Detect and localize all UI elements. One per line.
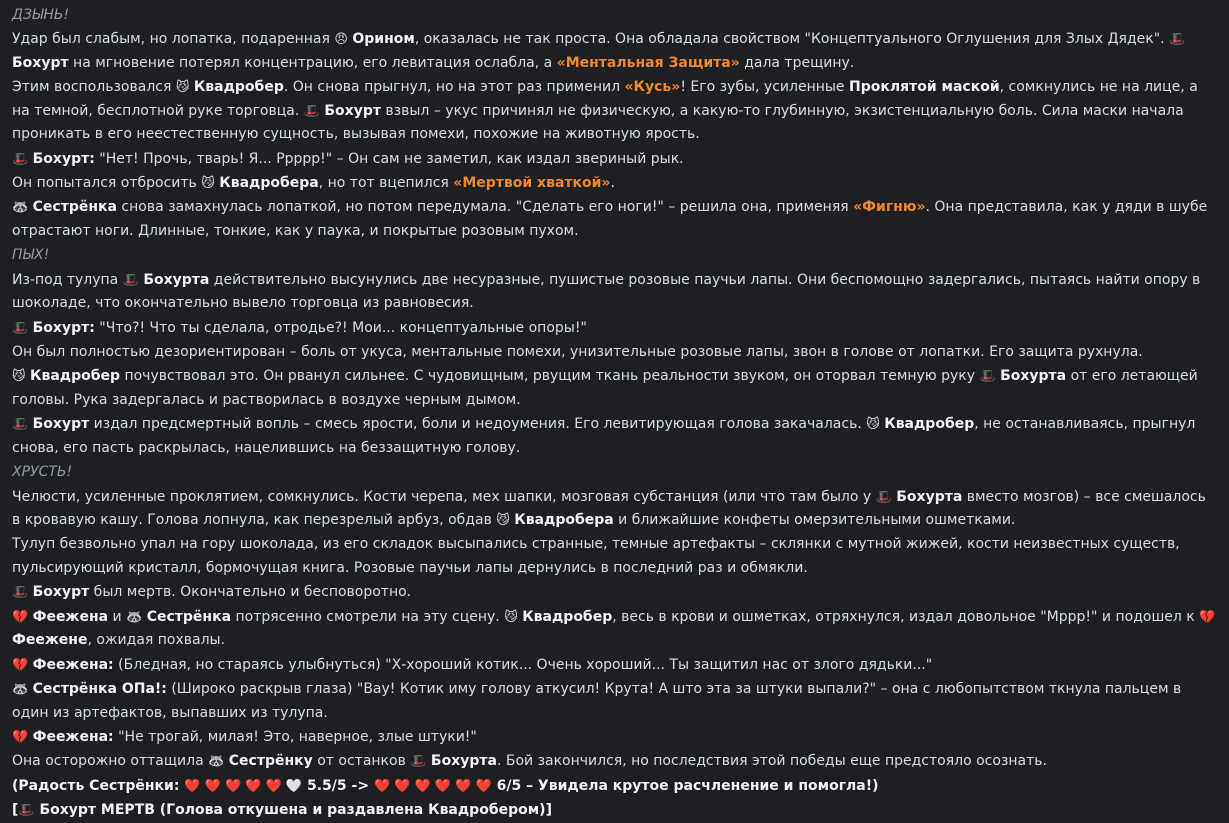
text: Удар был слабым, но лопатка, подаренная [12,31,335,48]
character-name: Сестрёнка [146,608,232,625]
top-hat-icon: 🎩 [875,489,892,505]
raccoon-icon: 🦝 [208,754,225,770]
text: "Что?! Что ты сделала, отродье?! Мои... концептуальные опоры!" [94,319,587,336]
text: снова замахнулась лопаткой, но потом передумала. "Сделать его ноги!" – решила она, применяя [116,199,854,216]
character-name: Бохурт [32,416,90,433]
text: Он попытался отбросить [12,175,202,192]
raccoon-icon: 🦝 [12,200,29,216]
cat-icon: 😼 [496,513,510,529]
broken-heart-icon: 💔 [1199,609,1216,625]
raccoon-icon: 🦝 [12,682,29,698]
character-name: Квадробер [193,79,284,96]
character-name: Бохурта [143,271,210,288]
angry-face-icon: 😠 [334,32,348,48]
cat-icon: 😼 [201,176,215,192]
top-hat-icon: 🎩 [12,151,29,167]
message-paragraph [12,486,1217,533]
character-name: Феежена: [32,728,114,745]
character-name: Сестрёнка [32,199,117,216]
text: вместо мозгов) – все смешалось в кровавую кашу. Голова лопнула, как перезрелый арбуз, обдав [12,488,1206,529]
joy-from: 5.5/5 -> [302,777,374,794]
top-hat-icon: 🎩 [410,754,427,770]
bracket-open: [ [12,802,19,819]
text: . Бой закончился, но последствия этой победы еще предстояло осознать. [496,753,1047,770]
sound-effect: ХРУСТЬ! [12,464,73,481]
message-paragraph [12,269,1217,316]
character-name: Квадробера [514,512,614,529]
text: . Он снова прыгнул, но на этот раз применил [283,79,625,96]
death-text: Бохурт МЕРТВ (Голова откушена и раздавлена Квадробером)] [34,802,552,819]
text: Из-под тулупа [12,271,123,288]
text: , сомкнулись не на лице, а на темной, бесплотной руке торговца. [12,79,1198,119]
text: (Бледная, но стараясь улыбнуться) "Х-хороший котик... Очень хороший... Ты защитил нас от злого дядьки..." [113,656,933,673]
heart-rating-after: ❤️ ❤️ ❤️ ❤️ ❤️ ❤️ [373,778,492,794]
text: . Она представила, как у дяди в шубе отрастают ноги. Длинные, тонкие, как у паука, и покрытые розовым пухом. [12,199,1208,239]
character-name: Бохурт [12,54,69,71]
message-paragraph [12,750,1217,774]
top-hat-icon: 🎩 [1169,32,1186,48]
raccoon-icon: 🦝 [126,609,143,625]
text: Она осторожно оттащила [12,753,209,770]
character-name: Феежене [12,632,88,649]
text: , оказалась не так проста. Она обладала свойством "Концептуального Оглушения для Злых Дядек". [414,31,1170,48]
message-paragraph [12,196,1217,243]
character-name: Квадробер [522,608,613,625]
message-paragraph [12,317,1217,341]
character-name: Бохурт: [32,319,95,336]
ability-name: «Ментальная Защита» [556,54,740,71]
sound-effect: ДЗЫНЬ! [12,7,70,23]
text: "Не трогай, милая! Это, наверное, злые штуки!" [113,728,477,745]
top-hat-icon: 🎩 [122,272,139,288]
text: (Широко раскрыв глаза) "Вау! Котик иму голову аткусил! Крута! А што эта за штуки выпали?" – она с любопытством ткнула пальцем в один из артефактов, выпавших из тулупа. [12,681,1182,721]
character-name: Сестрёнку [228,753,313,770]
heart-rating-before: ❤️ ❤️ ❤️ ❤️ ❤️ 🤍 [184,778,303,794]
sound-effect: ПЫХ! [12,247,50,264]
message-paragraph [12,413,1217,460]
ability-name: «Кусь» [624,79,681,96]
cat-icon: 😼 [504,609,518,625]
character-name: Квадробер [30,368,121,385]
character-name: Квадробер [884,416,975,433]
top-hat-icon: 🎩 [979,369,996,385]
broken-heart-icon: 💔 [12,609,29,625]
text: дала трещину. [739,54,855,71]
text: Тулуп безвольно упал на гору шоколада, из его складок высыпались странные, темные артефакты – склянки с мутной жижей, кости неизвестных существ, пульсирующий кристалл, бормочущая книга. Розовые паучьи лапы дернулись в последний раз и обмякли. [12,536,1180,576]
text: "Нет! Прочь, тварь! Я... Ррррр!" – Он сам не заметил, как издал звериный рык. [94,150,684,167]
message-paragraph [12,365,1217,412]
text: действительно высунулись две несуразные, пушистые розовые паучьи лапы. Они беспомощно задергались, пытаясь найти опору в шоколаде, что окончательно вывело торговца из равновесия. [12,271,1201,312]
text: издал предсмертный вопль – смесь ярости, боли и недоумения. Его левитирующая голова закачалась. [89,416,867,433]
text: , ожидая похвалы. [87,632,226,649]
character-name: Бохурт [32,584,90,601]
text: и ближайшие конфеты омерзительными ошметками. [613,512,1016,529]
text: , но тот вцепился [318,175,454,192]
top-hat-icon: 🎩 [303,103,320,119]
top-hat-icon: 🎩 [18,803,35,819]
text: Этим воспользовался [12,79,176,96]
joy-status [12,775,1217,799]
broken-heart-icon: 💔 [12,657,29,673]
text: Он был полностью дезориентирован – боль от укуса, ментальные помехи, унизительные розовые лапы, звон в голове от лопатки. Его защита рухнула. [12,344,1143,361]
text: и [108,608,127,625]
message-paragraph [12,726,1217,750]
character-name: Бохурта [1000,368,1067,385]
text: был мертв. Окончательно и бесповоротно. [89,584,412,601]
character-name: Бохурт [324,102,381,119]
character-name: Феежена: [32,656,114,673]
character-name: Бохурта [896,488,963,505]
cat-icon: 😼 [175,80,190,96]
cat-icon: 😼 [866,417,880,433]
text: от его летающей головы. Рука задергалась и растворилась в воздухе черным дымом. [12,368,1198,408]
top-hat-icon: 🎩 [12,585,29,601]
message-paragraph [12,341,1217,365]
top-hat-icon: 🎩 [12,320,29,336]
character-name: Бохурт: [32,150,95,167]
text: ! Его зубы, усиленные [680,79,849,96]
joy-label: (Радость Сестрёнки: [12,777,185,794]
text: почувствовал это. Он рванул сильнее. С чудовищным, рвущим ткань реальности звуком, он оторвал темную руку [120,368,980,385]
text: , весь в крови и ошметках, отряхнулся, издал довольное "Мррр!" и подошел к [612,608,1200,625]
text: потрясенно смотрели на эту сцену. [231,608,505,625]
character-name: Сестрёнка ОПа!: [32,681,167,698]
ability-name: «Мертвой хваткой» [453,175,611,192]
cat-icon: 😼 [12,369,26,385]
broken-heart-icon: 💔 [12,729,29,745]
message-paragraph [12,28,1217,75]
character-name: Орином [352,31,415,48]
message-paragraph [12,148,1217,172]
text: , не останавливаясь, прыгнул снова, его пасть раскрылась, нацелившись на беззащитную голову. [12,416,1196,456]
message-paragraph [12,172,1217,196]
message-paragraph [12,654,1217,678]
item-name: Проклятой маской [849,79,1000,96]
character-name: Бохурта [430,753,497,770]
text: Челюсти, усиленные проклятием, сомкнулись. Кости черепа, мех шапки, мозговая субстанция (или что там было у [12,488,876,505]
message-paragraph [12,76,1217,147]
joy-to: 6/5 – Увидела крутое расчленение и помогла!) [491,777,879,794]
death-status [12,799,1217,823]
message-paragraph [12,606,1217,653]
character-name: Феежена [32,608,109,625]
message-paragraph [12,678,1217,725]
ability-name: «Фигню» [853,199,926,216]
character-name: Квадробера [219,175,319,192]
text: . [610,175,615,192]
text: на мгновение потерял концентрацию, его левитация ослабла, а [68,54,557,71]
top-hat-icon: 🎩 [12,417,29,433]
text: взвыл – укус причинял не физическую, а какую-то глубинную, экзистенциальную боль. Сила маски начала проникать в его неестественную сущность, вызывая помехи, похожие на животную ярость. [12,102,1184,143]
message-paragraph [12,581,1217,605]
message-paragraph [12,533,1217,580]
text: от останков [312,753,411,770]
